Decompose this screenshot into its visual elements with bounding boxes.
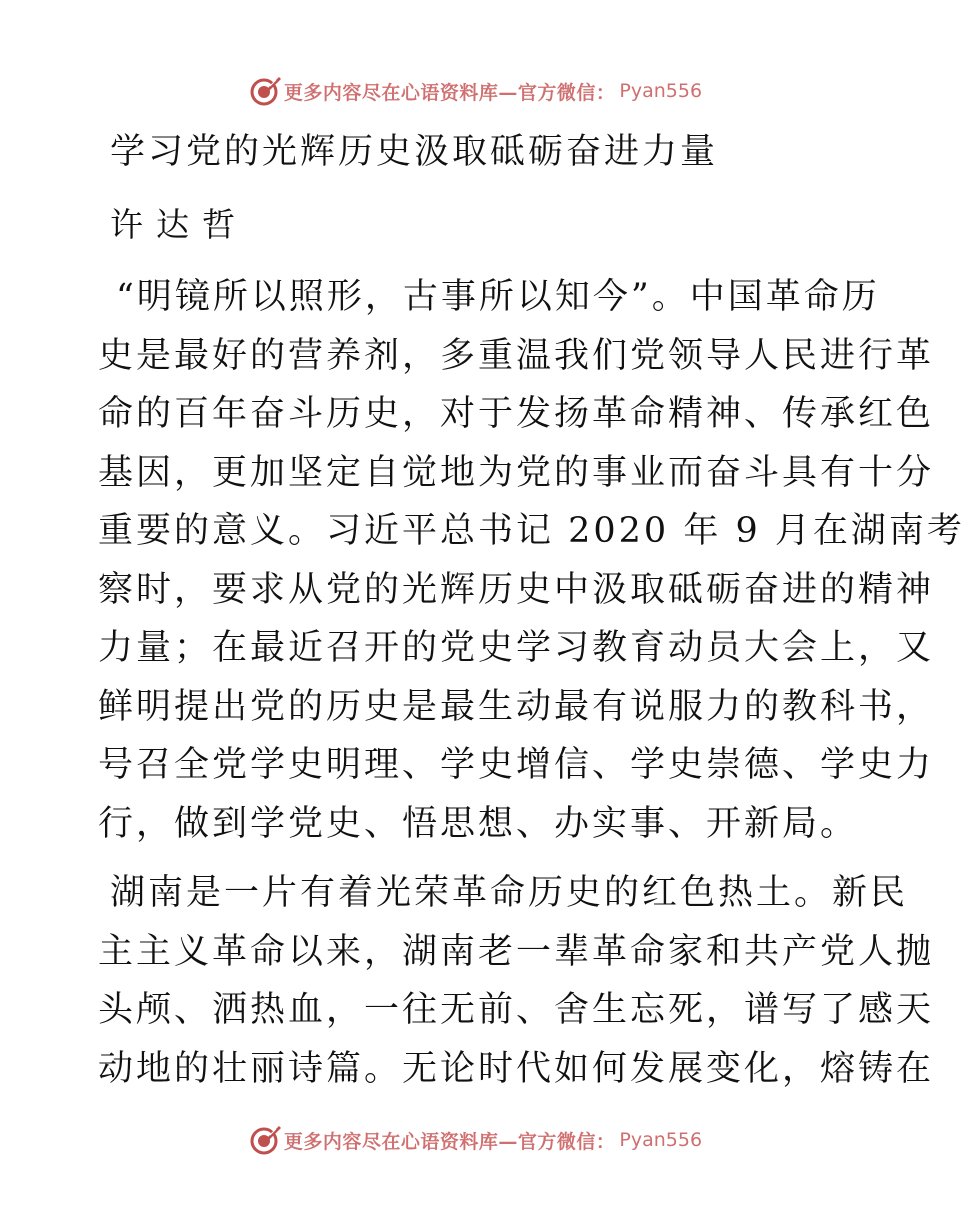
paragraph-line: 行，做到学党史、悟思想、办实事、开新局。 — [98, 803, 859, 844]
footer-watermark — [0, 1120, 950, 1160]
paragraph-line: 头颅、洒热血，一往无前、舍生忘死，谱写了感天 — [98, 990, 935, 1030]
paragraph-line: 鲜明提出党的历史是最生动最有说服力的教科书， — [98, 686, 935, 727]
paragraph-line: 力量；在最近召开的党史学习教育动员大会上，又 — [98, 628, 935, 668]
watermark-contact: Pyan556 — [619, 80, 703, 102]
paragraph-1 — [98, 268, 965, 853]
paragraph-2 — [98, 864, 935, 1098]
paragraph-line: 重要的意义。习近平总书记 2020 年 9 月在湖南考 — [98, 511, 965, 551]
paragraph-line: 命的百年奋斗历史，对于发扬革命精神、传承红色 — [98, 394, 935, 434]
paragraph-line: 察时，要求从党的光辉历史中汲取砥砺奋进的精神 — [98, 569, 935, 610]
article-title: 学习党的光辉历史汲取砥砺奋进力量 — [110, 132, 719, 172]
paragraph-line: 史是最好的营养剂，多重温我们党领导人民进行革 — [98, 335, 935, 376]
paragraph-line: 动地的壮丽诗篇。无论时代如何发展变化，熔铸在 — [98, 1048, 935, 1089]
paragraph-line: 基因，更加坚定自觉地为党的事业而奋斗具有十分 — [98, 452, 935, 493]
article-author: 许达哲 — [110, 205, 248, 244]
paragraph-line: 主主义革命以来，湖南老一辈革命家和共产党人抛 — [98, 931, 935, 972]
paragraph-line: “明镜所以照形，古事所以知今”。中国革命历 — [116, 277, 880, 317]
paragraph-line: 号召全党学史明理、学史增信、学史崇德、学史力 — [98, 745, 935, 785]
header-watermark — [0, 71, 950, 111]
watermark-text: 更多内容尽在心语资料库—官方微信： — [283, 1130, 616, 1153]
quill-seal-icon — [248, 74, 282, 108]
paragraph-line: 湖南是一片有着光荣革命历史的红色热土。新民 — [110, 873, 909, 913]
watermark-contact: Pyan556 — [619, 1129, 703, 1151]
watermark-text: 更多内容尽在心语资料库—官方微信： — [283, 81, 616, 104]
quill-seal-icon — [248, 1123, 282, 1157]
